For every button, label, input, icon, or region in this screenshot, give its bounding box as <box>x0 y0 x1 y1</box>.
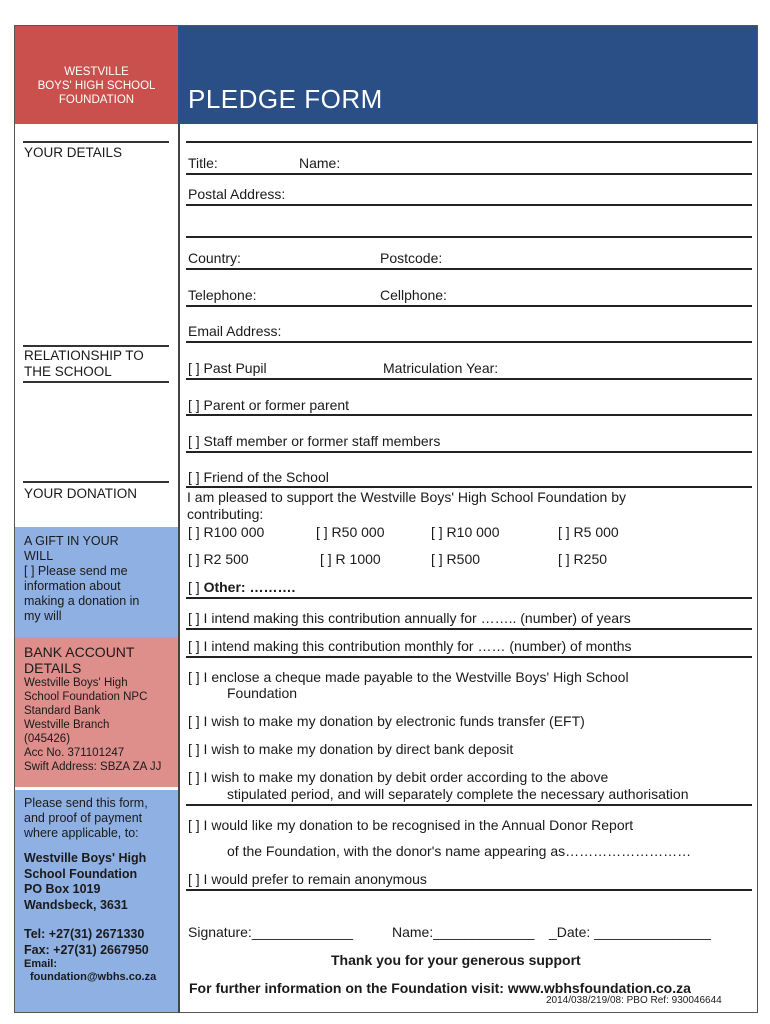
friend-checkbox[interactable]: [ ] Friend of the School <box>188 469 329 485</box>
section-relationship-line1: RELATIONSHIP TO <box>24 348 144 363</box>
telephone-label: Telephone: <box>188 287 257 303</box>
send-instruction: Please send this form, <box>24 796 148 810</box>
other-amount-checkbox[interactable] <box>188 579 295 595</box>
donation-intro: I am pleased to support the Westville Boys' High School Foundation by <box>187 489 626 505</box>
address-line: PO Box 1019 <box>24 882 101 896</box>
anonymous-checkbox[interactable]: [ ] I would prefer to remain anonymous <box>188 871 427 887</box>
foundation-name-line1: WESTVILLE <box>64 66 129 78</box>
bank-swift: Swift Address: SBZA ZA JJ <box>24 761 162 773</box>
amount-r1000-checkbox[interactable]: [ ] R 1000 <box>320 551 381 567</box>
form-rule <box>186 804 752 806</box>
send-instruction: where applicable, to: <box>24 826 139 840</box>
foundation-name-line3: FOUNDATION <box>58 94 135 106</box>
form-rule <box>186 889 752 891</box>
postal-address-label: Postal Address: <box>188 186 286 202</box>
cheque-checkbox[interactable]: [ ] I enclose a cheque made payable to the Westville Boys' High School <box>188 669 629 685</box>
gift-title-line2: WILL <box>24 549 54 563</box>
bank-line: Standard Bank <box>24 705 101 717</box>
cheque-text-line2: Foundation <box>227 685 298 701</box>
foundation-logo-box <box>15 26 178 124</box>
gift-in-will-box <box>15 527 178 637</box>
email-label: Email: <box>24 958 58 970</box>
staff-checkbox[interactable]: [ ] Staff member or former staff members <box>188 433 441 449</box>
address-line: Wandsbeck, 3631 <box>24 897 128 912</box>
donor-recognition-checkbox[interactable]: [ ] I would like my donation to be recognised in the Annual Donor Report <box>188 817 634 833</box>
matriculation-year-label: Matriculation Year: <box>383 360 499 376</box>
bank-title-line2: DETAILS <box>24 660 82 676</box>
title-name-field[interactable] <box>186 173 752 175</box>
sidebar-rule <box>23 481 169 483</box>
section-relationship-line2: THE SCHOOL <box>24 364 112 379</box>
foundation-name-line2: BOYS' HIGH SCHOOL <box>37 80 156 92</box>
eft-checkbox[interactable]: [ ] I wish to make my donation by electronic funds transfer (EFT) <box>188 713 585 729</box>
bank-line: (045426) <box>24 733 71 745</box>
form-rule <box>186 486 752 488</box>
bank-details-box <box>15 637 178 787</box>
section-your-donation: YOUR DONATION <box>24 486 138 501</box>
send-instruction: and proof of payment <box>24 811 143 825</box>
page-title: PLEDGE FORM <box>188 84 383 114</box>
donor-name-field[interactable]: of the Foundation, with the donor's name appearing as……………………… <box>227 843 692 859</box>
other-amount-field[interactable] <box>186 597 752 599</box>
section-your-details: YOUR DETAILS <box>24 145 123 160</box>
form-rule <box>186 451 752 453</box>
sidebar-rule <box>23 141 169 143</box>
form-rule <box>186 628 752 630</box>
amount-r50000-checkbox[interactable]: [ ] R50 000 <box>316 524 385 540</box>
title-label: Title: <box>188 155 218 171</box>
signature-field[interactable]: Signature:_____________ <box>188 924 354 940</box>
sidebar-rule <box>23 381 169 383</box>
form-rule <box>186 141 752 143</box>
monthly-contribution-checkbox[interactable]: [ ] I intend making this contribution monthly for …… (number) of months <box>188 638 632 654</box>
thank-you-text: Thank you for your generous support <box>331 952 581 968</box>
postal-address-field[interactable] <box>186 204 752 206</box>
bank-line: Westville Boys' High <box>24 677 128 689</box>
telephone-cellphone-field[interactable] <box>186 305 752 307</box>
gift-title-line1: A GIFT IN YOUR <box>24 534 119 548</box>
amount-r10000-checkbox[interactable]: [ ] R10 000 <box>431 524 500 540</box>
email-address-label: Email Address: <box>188 323 282 339</box>
bank-deposit-checkbox[interactable]: [ ] I wish to make my donation by direct bank deposit <box>188 741 514 757</box>
gift-text-line: my will <box>24 609 62 623</box>
gift-text-line: information about <box>24 579 121 593</box>
bank-account-number: Acc No. 371101247 <box>24 747 125 759</box>
annual-contribution-checkbox[interactable]: [ ] I intend making this contribution annually for …….. (number) of years <box>188 610 631 626</box>
section-relationship <box>24 348 144 380</box>
form-rule <box>186 414 752 416</box>
past-pupil-checkbox[interactable]: [ ] Past Pupil <box>188 360 267 376</box>
amount-r2500-checkbox[interactable]: [ ] R2 500 <box>188 551 249 567</box>
parent-checkbox[interactable]: [ ] Parent or former parent <box>188 397 350 413</box>
amount-r250-checkbox[interactable]: [ ] R250 <box>558 551 608 567</box>
amount-r500-checkbox[interactable]: [ ] R500 <box>431 551 481 567</box>
debit-order-checkbox[interactable]: [ ] I wish to make my donation by debit order according to the above <box>188 769 609 785</box>
pbo-reference: 2014/038/219/08: PBO Ref: 930046644 <box>546 995 722 1006</box>
country-label: Country: <box>188 250 241 266</box>
postcode-label: Postcode: <box>380 250 443 266</box>
bank-line: School Foundation NPC <box>24 691 148 703</box>
other-bracket: [ ] <box>188 579 204 595</box>
address-line: School Foundation <box>24 866 138 881</box>
email-address[interactable]: foundation@wbhs.co.za <box>30 971 157 983</box>
past-pupil-field[interactable] <box>186 378 752 380</box>
debit-order-text-line2: stipulated period, and will separately complete the necessary authorisation <box>227 786 689 802</box>
cellphone-label: Cellphone: <box>380 287 447 303</box>
further-info-text: For further information on the Foundation visit: www.wbhsfoundation.co.za <box>189 980 691 996</box>
footer-name-field[interactable]: Name:_____________ <box>392 924 535 940</box>
form-rule <box>186 656 752 658</box>
bank-title-line1: BANK ACCOUNT <box>24 644 135 660</box>
donation-intro-line2: contributing: <box>187 506 264 522</box>
country-postcode-field[interactable] <box>186 268 752 270</box>
gift-text-line: making a donation in <box>24 594 140 608</box>
sidebar-rule <box>23 345 169 347</box>
fax: Fax: +27(31) 2667950 <box>24 942 149 957</box>
postal-address-field-line2[interactable] <box>186 236 752 238</box>
send-form-box <box>15 790 178 1012</box>
date-field[interactable]: _Date: _______________ <box>549 924 711 940</box>
amount-r100000-checkbox[interactable]: [ ] R100 000 <box>188 524 265 540</box>
address-line: Westville Boys' High <box>24 851 147 865</box>
email-address-field[interactable] <box>186 341 752 343</box>
bank-line: Westville Branch <box>24 719 110 731</box>
telephone: Tel: +27(31) 2671330 <box>24 927 145 941</box>
other-label: Other: ………. <box>203 579 296 595</box>
name-label: Name: <box>299 155 341 171</box>
gift-checkbox-line[interactable]: [ ] Please send me <box>24 564 128 578</box>
sidebar-divider <box>178 124 180 1013</box>
amount-r5000-checkbox[interactable]: [ ] R5 000 <box>558 524 619 540</box>
